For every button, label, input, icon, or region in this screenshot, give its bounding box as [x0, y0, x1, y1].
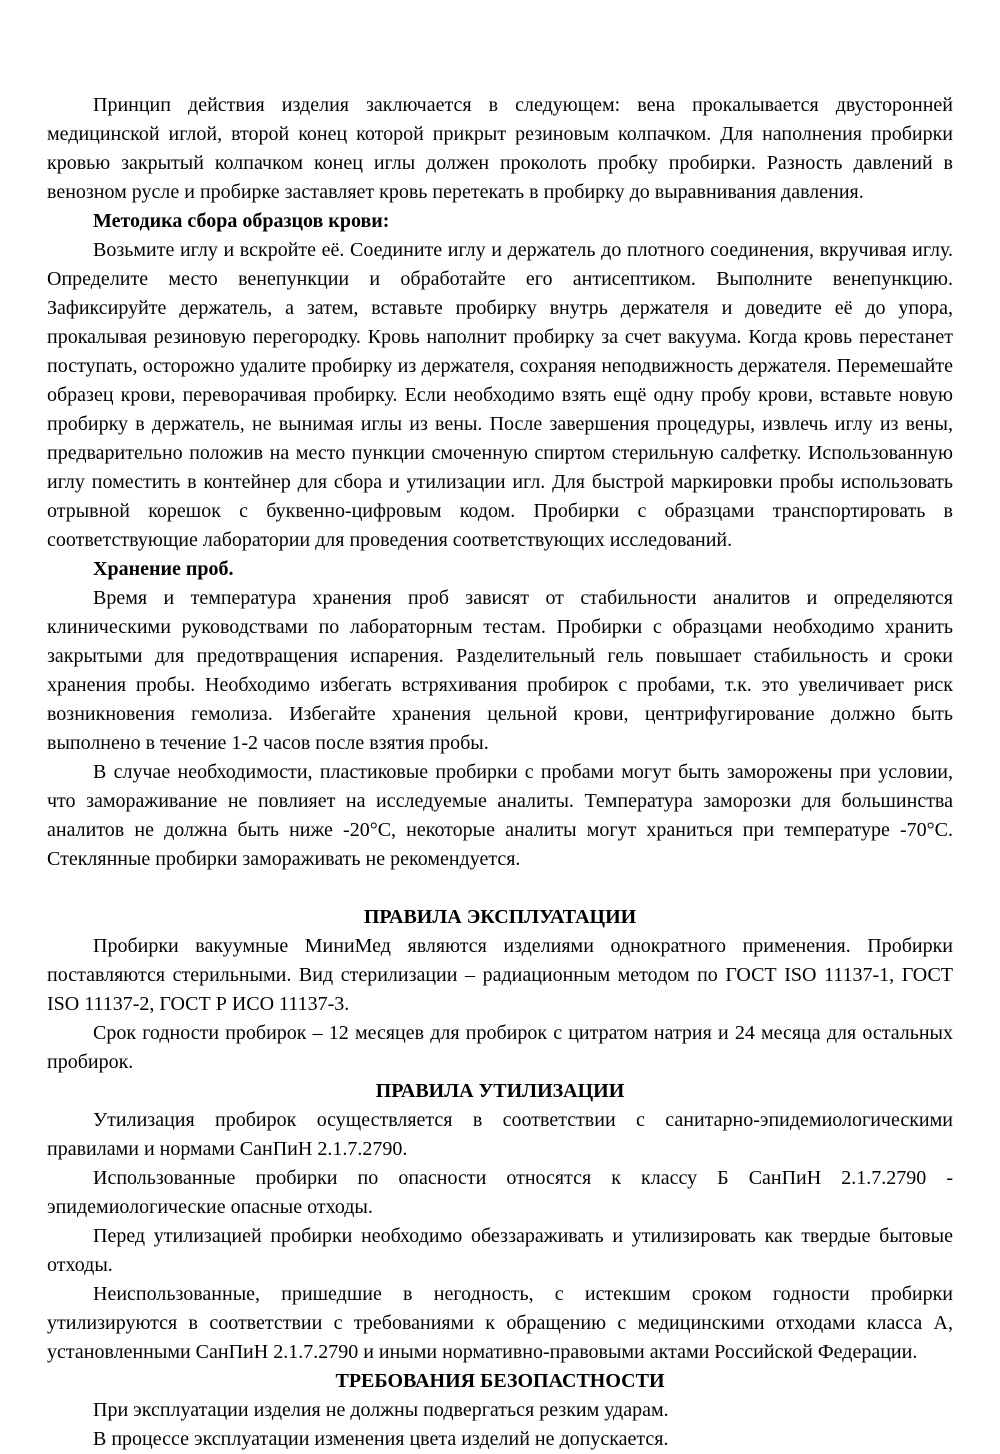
- paragraph-used-tubes-class-b: Использованные пробирки по опасности относятся к классу Б СанПиН 2.1.7.2790 - эпидемиологические опасные отходы.: [47, 1167, 953, 1218]
- paragraph-operating-principle: Принцип действия изделия заключается в следующем: вена прокалывается двусторонней медицинской иглой, второй конец которой прикрыт резиновым колпачком. Для наполнения пробирки кровью закрытый колпачком конец иглы должен проколоть пробку пробирки. Разность давлений в венозном русле и пробирке заставляет кровь перетекать в пробирку до выравнивания давления.: [47, 94, 953, 203]
- paragraph-single-use-sterilization: Пробирки вакуумные МиниМед являются изделиями однократного применения. Пробирки поставляются стерильными. Вид стерилизации – радиационным методом по ГОСТ ISO 11137-1, ГОСТ ISO 11137-2, ГОСТ Р ИСО 11137-3.: [47, 935, 953, 1015]
- paragraph-decontamination: Перед утилизацией пробирки необходимо обеззараживать и утилизировать как твердые бытовые отходы.: [47, 1225, 953, 1276]
- paragraph-shelf-life: Срок годности пробирок – 12 месяцев для пробирок с цитратом натрия и 24 месяца для остальных пробирок.: [47, 1022, 953, 1073]
- paragraph-freezing-conditions: В случае необходимости, пластиковые пробирки с пробами могут быть заморожены при условии, что замораживание не повлияет на исследуемые аналиты. Температура заморозки для большинства аналитов не должна быть ниже -20°С, некоторые аналиты могут храниться при температуре -70°С. Стеклянные пробирки замораживать не рекомендуется.: [47, 761, 953, 870]
- subheading-sample-storage: Хранение проб.: [93, 558, 234, 580]
- heading-disposal-rules: ПРАВИЛА УТИЛИЗАЦИИ: [375, 1080, 625, 1102]
- subheading-blood-collection-method: Методика сбора образцов крови:: [93, 210, 390, 232]
- paragraph-disposal-sanpin: Утилизация пробирок осуществляется в соответствии с санитарно-эпидемиологическими правилами и нормами СанПиН 2.1.7.2790.: [47, 1109, 953, 1160]
- paragraph-impact-warning: При эксплуатации изделия не должны подвергаться резким ударам.: [93, 1399, 669, 1421]
- paragraph-color-change-warning: В процессе эксплуатации изменения цвета изделий не допускается.: [93, 1428, 669, 1450]
- heading-safety-requirements: ТРЕБОВАНИЯ БЕЗОПАСТНОСТИ: [335, 1370, 665, 1392]
- paragraph-collection-procedure: Возьмите иглу и вскройте её. Соедините иглу и держатель до плотного соединения, вкручивая иглу. Определите место венепункции и обработайте его антисептиком. Выполните венепункцию. Зафиксируйте держатель, а затем, вставьте пробирку внутрь держателя и доведите её до упора, прокалывая резиновую перегородку. Кровь наполнит пробирку за счет вакуума. Когда кровь перестанет поступать, осторожно удалите пробирку из держателя, сохраняя неподвижность держателя. Перемешайте образец крови, переворачивая пробирку. Если необходимо взять ещё одну пробу крови, вставьте новую пробирку в держатель, не вынимая иглы из вены. После завершения процедуры, извлечь иглу из вены, предварительно положив на место пункции смоченную спиртом стерильную салфетку. Использованную иглу поместить в контейнер для сбора и утилизации игл. Для быстрой маркировки пробы использовать отрывной корешок с буквенно-цифровым кодом. Пробирки с образцами транспортировать в соответствующие лаборатории для проведения соответствующих исследований.: [47, 239, 953, 551]
- paragraph-unused-tubes-class-a: Неиспользованные, пришедшие в негодность, с истекшим сроком годности пробирки утилизируются в соответствии с требованиями к обращению с медицинскими отходами класса А, установленными СанПиН 2.1.7.2790 и иными нормативно-правовыми актами Российской Федерации.: [47, 1283, 953, 1363]
- heading-operation-rules: ПРАВИЛА ЭКСПЛУАТАЦИИ: [363, 906, 637, 928]
- paragraph-storage-conditions: Время и температура хранения проб зависят от стабильности аналитов и определяются клиническими руководствами по лабораторным тестам. Пробирки с образцами необходимо хранить закрытыми для предотвращения испарения. Разделительный гель повышает стабильность и сроки хранения пробы. Необходимо избегать встряхивания пробирок с пробами, т.к. это увеличивает риск возникновения гемолиза. Избегайте хранения цельной крови, центрифугирование должно быть выполнено в течение 1-2 часов после взятия пробы.: [47, 587, 953, 754]
